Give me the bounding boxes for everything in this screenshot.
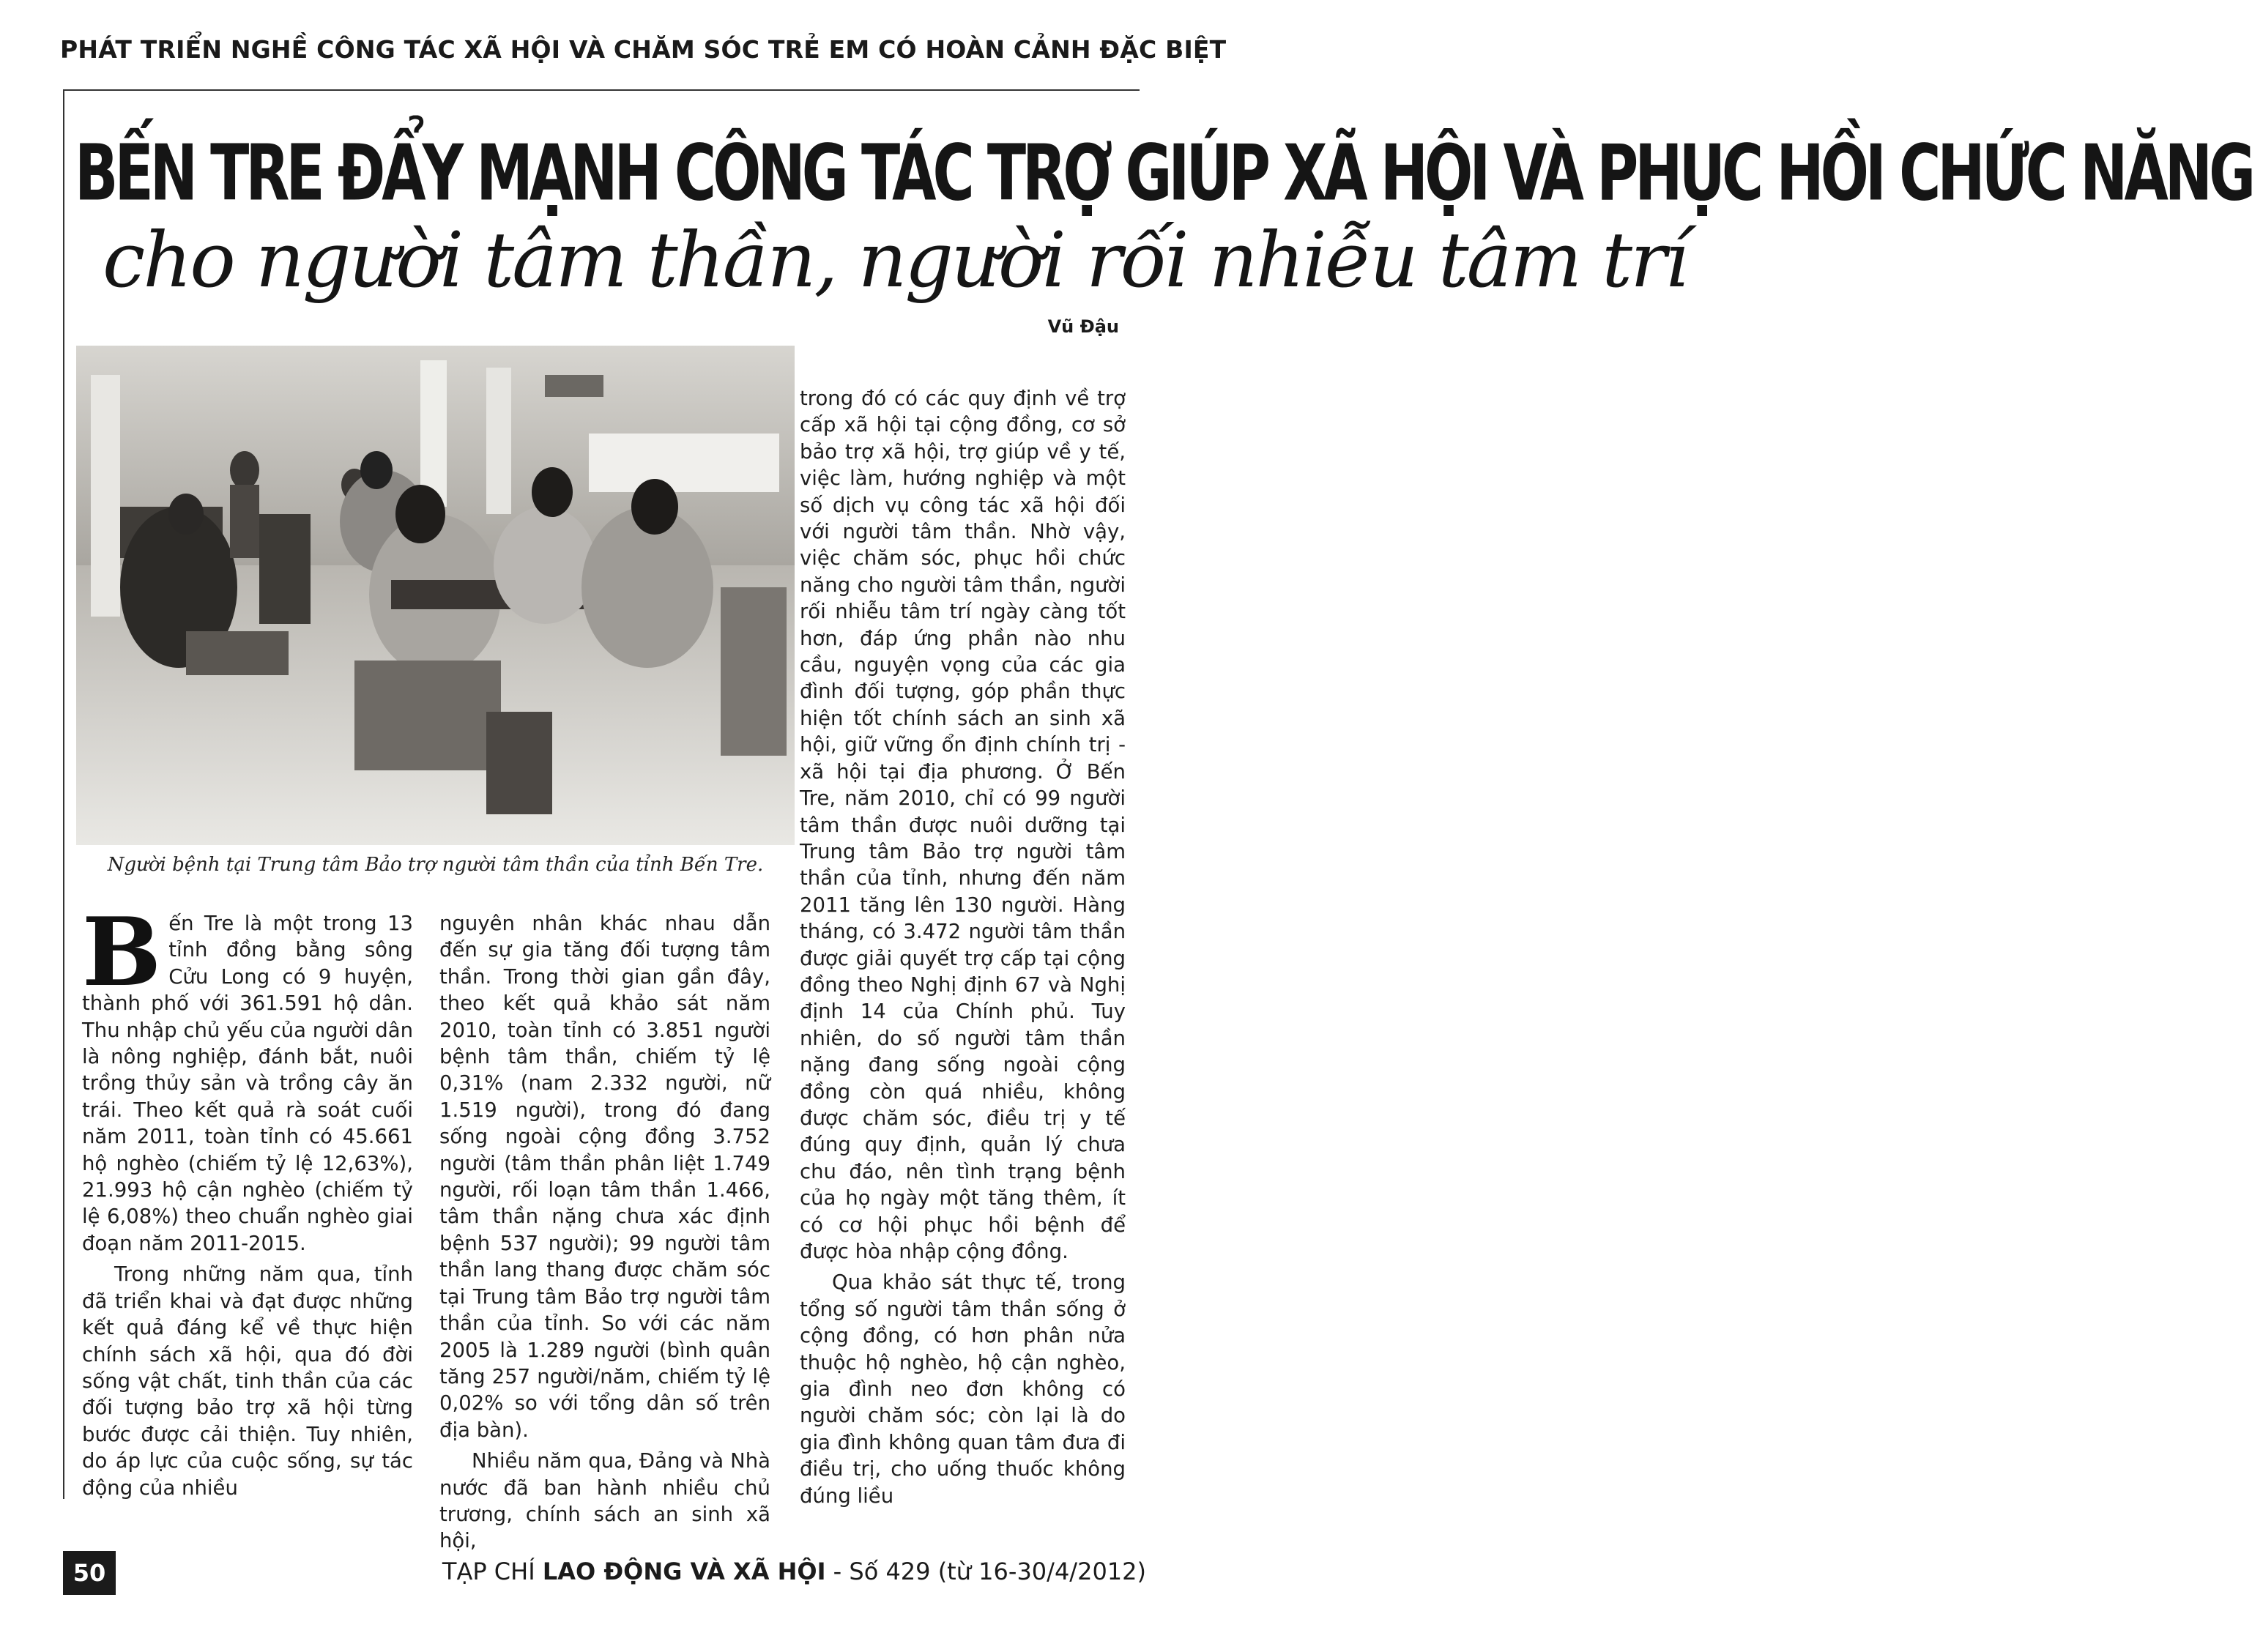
magazine-footer bbox=[442, 1555, 1146, 1588]
body-column-2 bbox=[439, 910, 770, 1555]
article-title: BẾN TRE ĐẨY MẠNH CÔNG TÁC TRỢ GIÚP XÃ HỘI VÀ PHỤC HỒI CHỨC NĂNG bbox=[75, 129, 2252, 219]
body-column-1 bbox=[82, 898, 413, 1501]
paragraph-2: Trong những năm qua, tỉnh đã triển khai và đạt được những kết quả đáng kể về thực hiện chính sách xã hội, qua đó đời sống vật chất, tinh thần của các đối tượng bảo trợ xã hội từng bước được cải thiện. Tuy nhiên, do áp lực của cuộc sống, sự tác động của nhiều bbox=[82, 1262, 413, 1500]
section-header: PHÁT TRIỂN NGHỀ CÔNG TÁC XÃ HỘI VÀ CHĂM SÓC TRẺ EM CÓ HOÀN CẢNH ĐẶC BIỆT bbox=[60, 35, 1227, 64]
drop-cap: B bbox=[82, 898, 162, 1008]
article-photo bbox=[76, 346, 795, 845]
article-author: Vũ Đậu bbox=[1047, 316, 1119, 337]
article-subtitle: cho người tâm thần, người rối nhiễu tâm trí bbox=[103, 215, 1687, 305]
paragraph-4: Nhiều năm qua, Đảng và Nhà nước đã ban hành nhiều chủ trương, chính sách an sinh xã hội, bbox=[439, 1449, 770, 1553]
magazine-name: LAO ĐỘNG VÀ XÃ HỘI bbox=[542, 1558, 826, 1585]
paragraph-1 bbox=[82, 898, 413, 1257]
frame-rule-left bbox=[63, 89, 64, 1499]
paragraph-3: nguyên nhân khác nhau dẫn đến sự gia tăng đối tượng tâm thần. Trong thời gian gần đây, theo kết quả khảo sát năm 2010, toàn tỉnh có 3.851 người bệnh tâm thần, chiếm tỷ lệ 0,31% (nam 2.332 người, nữ 1.519 người), trong đó đang sống ngoài cộng đồng 3.752 người (tâm thần phân liệt 1.749 người, rối loạn tâm thần 1.466, tâm thần nặng chưa xác định bệnh 537 người); 99 người tâm thần lang thang được chăm sóc tại Trung tâm Bảo trợ người tâm thần của tỉnh. So với các năm 2005 là 1.289 người (bình quân tăng 257 người/năm, chiếm tỷ lệ 0,02% so với tổng dân số trên địa bàn). bbox=[439, 912, 770, 1442]
photo-caption: Người bệnh tại Trung tâm Bảo trợ người tâm thần của tỉnh Bến Tre. bbox=[107, 854, 764, 876]
paragraph-6: Qua khảo sát thực tế, trong tổng số người tâm thần sống ở cộng đồng, có hơn phân nửa thuộc hộ nghèo, hộ cận nghèo, gia đình neo đơn không có người chăm sóc; còn lại là do gia đình không quan tâm đưa đi điều trị, cho uống thuốc không đúng liều bbox=[800, 1270, 1126, 1508]
issue-info: - Số 429 (từ 16-30/4/2012) bbox=[825, 1558, 1146, 1585]
paragraph-5: trong đó có các quy định về trợ cấp xã hội tại cộng đồng, cơ sở bảo trợ xã hội, trợ giúp về y tế, việc làm, hướng nghiệp và một số dịch vụ công tác xã hội đối với người tâm thần. Nhờ vậy, việc chăm sóc, phục hồi chức năng cho người tâm thần, người rối nhiễu tâm trí ngày càng tốt hơn, đáp ứng phần nào nhu cầu, nguyện vọng của các gia đình đối tượng, góp phần thực hiện tốt chính sách an sinh xã hội, giữ vững ổn định chính trị - xã hội tại địa phương. Ở Bến Tre, năm 2010, chỉ có 99 người tâm thần được nuôi dưỡng tại Trung tâm Bảo trợ người tâm thần của tỉnh, nhưng đến năm 2011 tăng lên 130 người. Hàng tháng, có 3.472 người tâm thần được giải quyết trợ cấp tại cộng đồng theo Nghị định 67 và Nghị định 14 của Chính phủ. Tuy nhiên, do số người tâm thần nặng đang sống ngoài cộng đồng còn quá nhiều, không được chăm sóc, điều trị y tế đúng quy định, quản lý chưa chu đáo, nên tình trạng bệnh của họ ngày một tăng thêm, ít có cơ hội phục hồi bệnh để được hòa nhập cộng đồng. bbox=[800, 387, 1126, 1263]
frame-rule-top bbox=[63, 89, 1140, 91]
page-number: 50 bbox=[63, 1551, 116, 1595]
body-column-3 bbox=[800, 385, 1126, 1509]
footer-prefix: TẠP CHÍ bbox=[442, 1558, 543, 1585]
paragraph-1-text: ến Tre là một trong 13 tỉnh đồng bằng sông Cửu Long có 9 huyện, thành phố với 361.591 hộ dân. Thu nhập chủ yếu của người dân là nông nghiệp, đánh bắt, nuôi trồng thủy sản và trồng cây ăn trái. Theo kết quả rà soát cuối năm 2011, toàn tỉnh có 45.661 hộ nghèo (chiếm tỷ lệ 12,63%), 21.993 hộ cận nghèo (chiếm tỷ lệ 6,08%) theo chuẩn nghèo giai đoạn năm 2011-2015. bbox=[82, 912, 413, 1255]
photo-illustration bbox=[76, 346, 795, 845]
